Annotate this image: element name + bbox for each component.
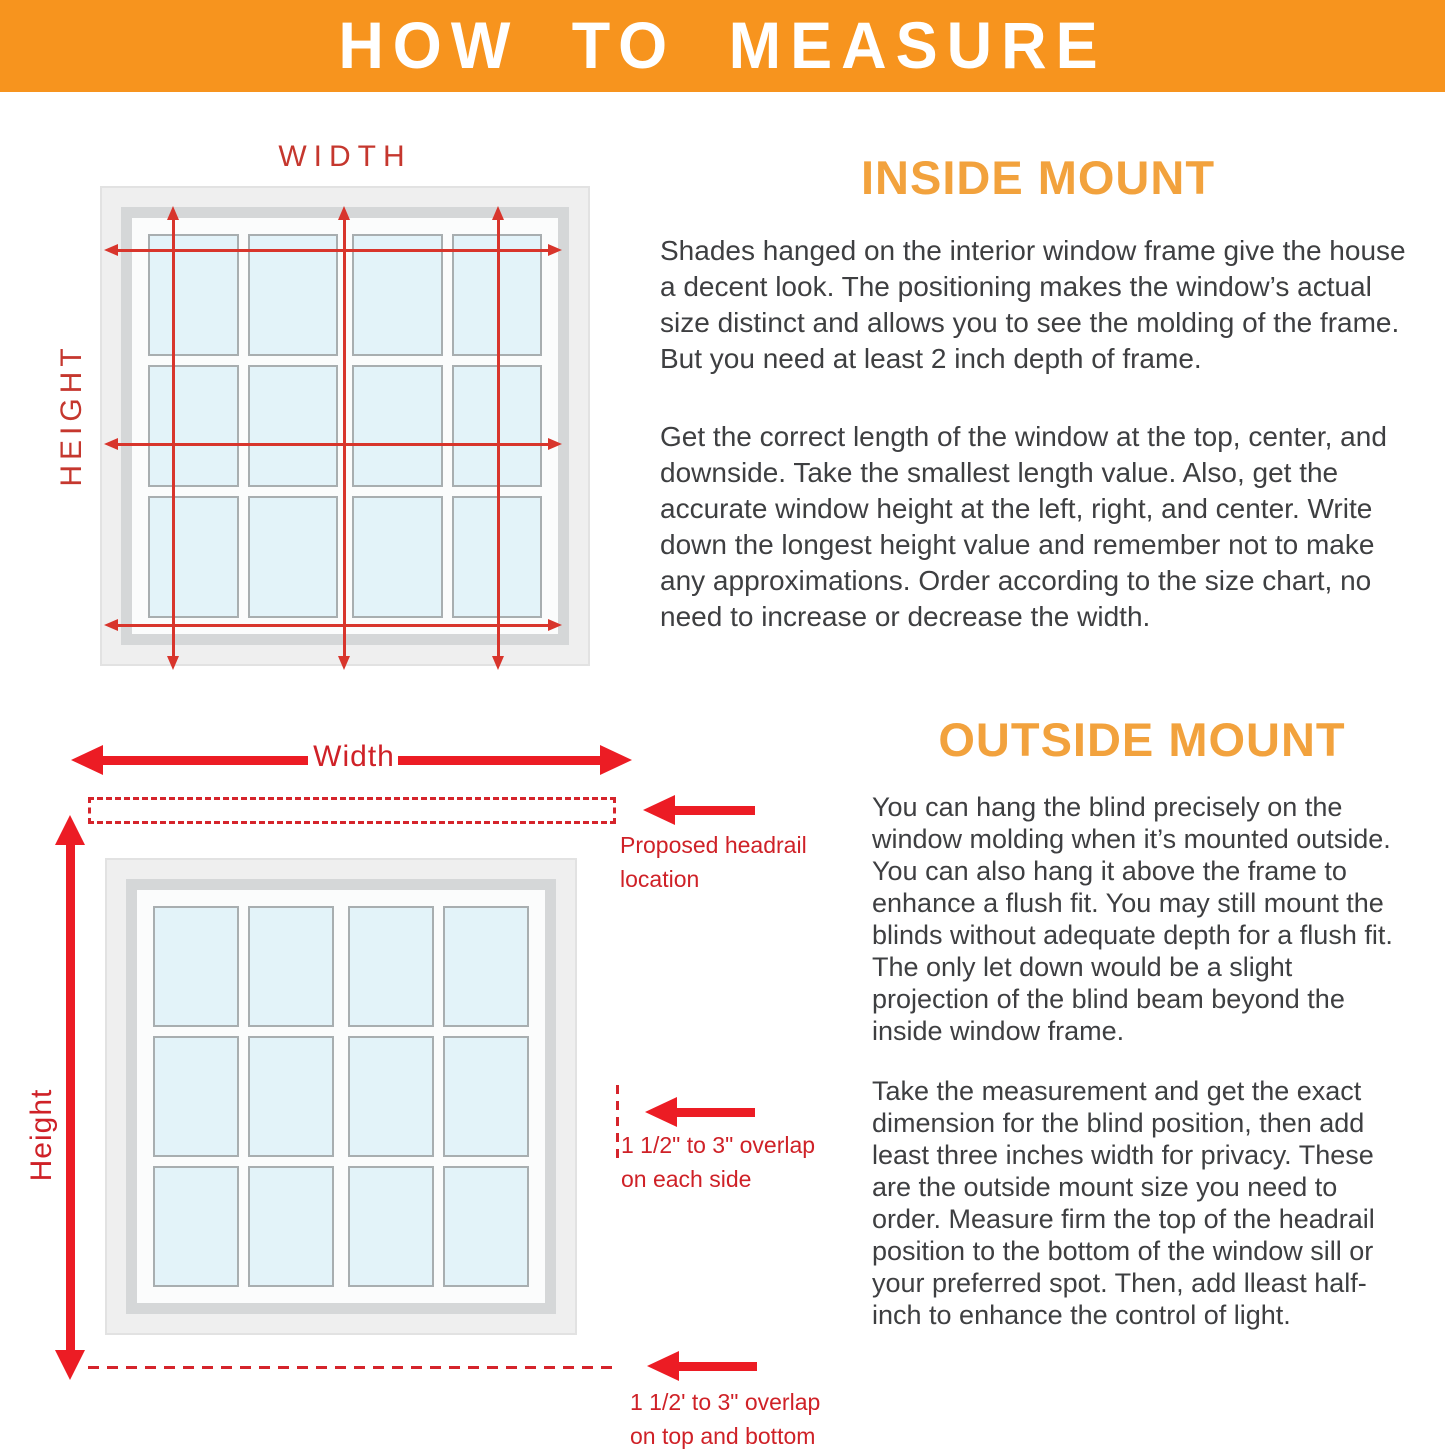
height-measure-arrow-left: [172, 219, 175, 657]
inside-mount-paragraph-2: Get the correct length of the window at the top, center, and downside. Take the smallest length value. Also, get the accurate window height at the left, right, and center. Write down the longest height value and remember not to make any approximations. Order according to the size chart, no need to increase or decrease the width.: [660, 421, 1387, 632]
inside-mount-section: [660, 150, 1416, 635]
headrail-label: Proposed headrail location: [620, 832, 807, 892]
height-label: Height: [25, 1088, 58, 1182]
height-arrow: [66, 830, 75, 1365]
window-pane: [248, 496, 339, 618]
inside-mount-heading: INSIDE MOUNT: [860, 151, 1216, 204]
inside-mount-diagram: [0, 92, 660, 712]
outside-mount-paragraph-1: You can hang the blind precisely on the window molding when it’s mounted outside. You can also hang it above the frame to enhance a flush fit. You may still mount the blinds without adequate depth for a flush fit. The only let down would be a slight projection of the blind beam beyond the inside window frame.: [872, 792, 1393, 1046]
window-sash-left: [148, 234, 338, 618]
bottom-overlap-label: 1 1/2' to 3" overlap on top and bottom: [630, 1389, 821, 1449]
bottom-overlap-dashed-line: [88, 1366, 618, 1369]
window-pane: [148, 365, 239, 487]
width-dimension-label: WIDTH: [278, 140, 412, 173]
outside-mount-heading: OUTSIDE MOUNT: [938, 713, 1346, 766]
window-pane: [443, 1036, 529, 1157]
title-banner: [0, 0, 1445, 92]
bottom-overlap-arrow: [664, 1362, 757, 1371]
width-measure-arrow-middle: [117, 443, 549, 446]
height-measure-arrow-center: [343, 219, 346, 657]
width-measure-arrow-bottom: [117, 624, 549, 627]
window-pane: [248, 906, 334, 1027]
window-sash-right: [348, 906, 529, 1287]
window-pane: [153, 1036, 239, 1157]
window-pane: [248, 1036, 334, 1157]
side-overlap-arrow: [662, 1108, 755, 1117]
window-illustration: [105, 858, 577, 1335]
window-pane: [352, 365, 443, 487]
window-pane: [148, 496, 239, 618]
window-pane: [153, 1166, 239, 1287]
window-sash-area: [137, 890, 545, 1303]
window-pane: [148, 234, 239, 356]
outside-mount-section: [872, 712, 1412, 1331]
window-pane: [248, 1166, 334, 1287]
window-sash-right: [352, 234, 542, 618]
outside-mount-paragraph-2: Take the measurement and get the exact dimension for the blind position, then add least three inches width for privacy. These are the outside mount size you need to order. Measure firm the top of the headrail position to the bottom of the window sill or your preferred spot. Then, add lleast half-inch to enhance the control of light.: [872, 1076, 1375, 1330]
width-arrow-left: [88, 756, 308, 765]
width-arrow-right: [398, 756, 615, 765]
window-pane: [443, 1166, 529, 1287]
headrail-dashed-outline: [88, 797, 616, 824]
window-mullion: [334, 906, 348, 1287]
window-pane: [248, 365, 339, 487]
height-measure-arrow-right: [497, 219, 500, 657]
side-overlap-dashed-line: [616, 1085, 619, 1159]
window-pane: [348, 1036, 434, 1157]
window-pane: [248, 234, 339, 356]
window-pane: [352, 496, 443, 618]
width-measure-arrow-top: [117, 249, 549, 252]
window-pane: [348, 906, 434, 1027]
window-pane: [443, 906, 529, 1027]
window-pane: [352, 234, 443, 356]
inside-mount-paragraph-1: Shades hanged on the interior window frame give the house a decent look. The positioning makes the window’s actual size distinct and allows you to see the molding of the frame. But you need at least 2 inch depth of frame.: [660, 235, 1406, 374]
outside-mount-diagram: [0, 700, 821, 1449]
width-label: Width: [313, 740, 395, 773]
height-dimension-label: HEIGHT: [55, 343, 88, 487]
headrail-pointer-arrow: [660, 806, 755, 815]
window-pane: [153, 906, 239, 1027]
page-title: HOW TO MEASURE: [338, 9, 1107, 83]
side-overlap-label: 1 1/2" to 3" overlap on each side: [621, 1132, 816, 1192]
window-pane: [348, 1166, 434, 1287]
window-frame: [126, 879, 556, 1314]
window-sash-left: [153, 906, 334, 1287]
